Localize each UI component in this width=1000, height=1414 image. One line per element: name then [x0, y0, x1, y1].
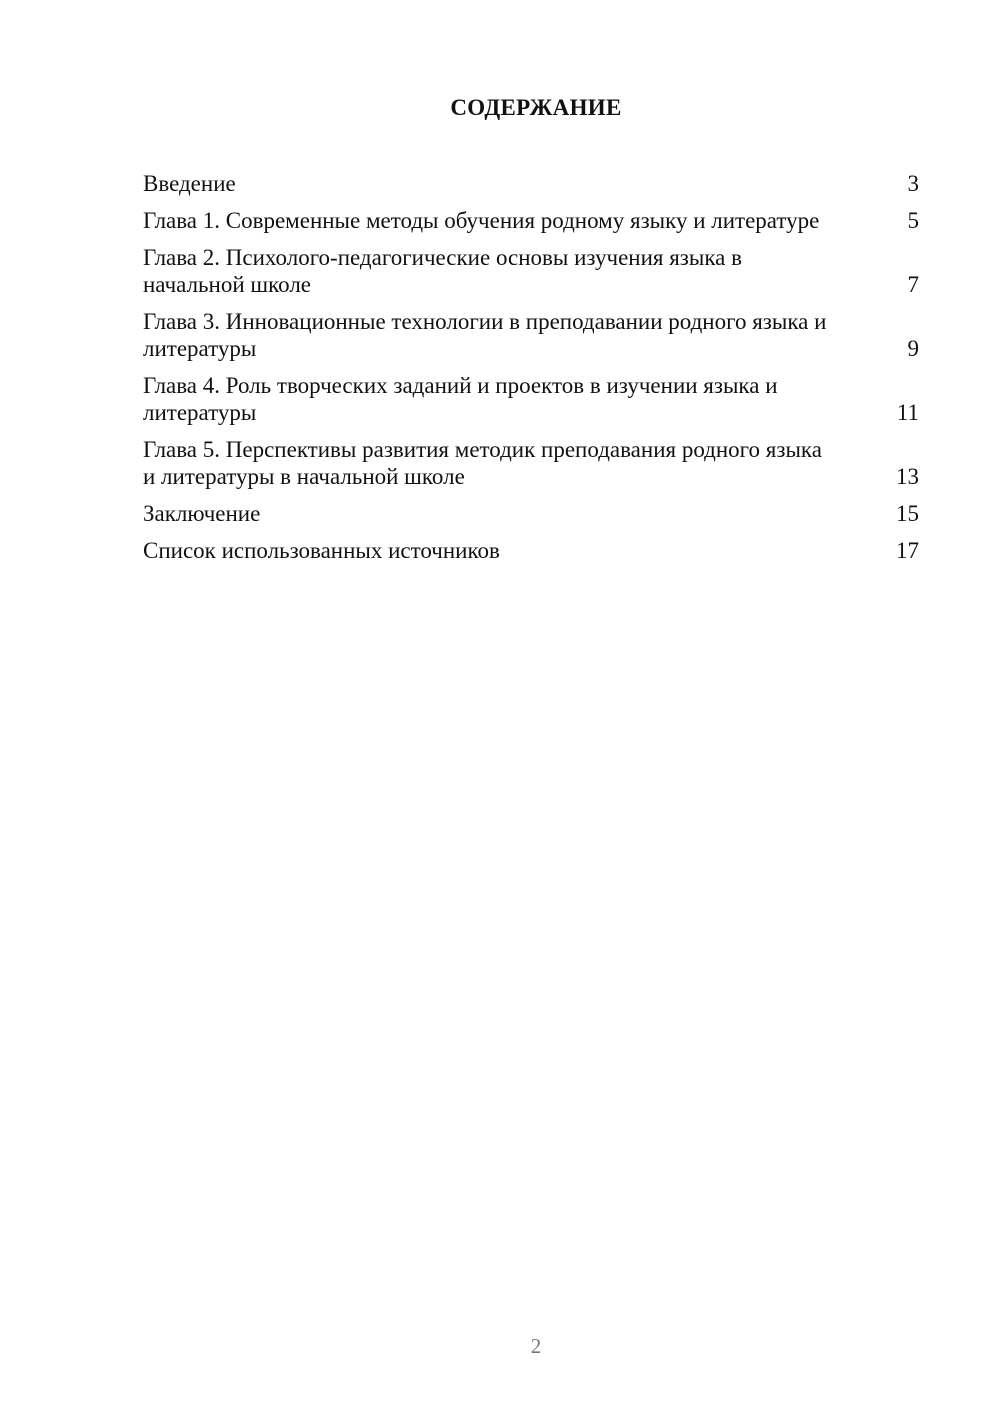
toc-entry-page: 13: [896, 464, 919, 489]
table-of-contents: [143, 170, 919, 574]
page-title: СОДЕРЖАНИЕ: [450, 95, 622, 120]
toc-entry-chapter-2[interactable]: [143, 244, 919, 298]
page-number: 2: [530, 1334, 542, 1358]
toc-entry-page: 3: [907, 171, 919, 196]
toc-entry-text: Список использованных источников: [143, 538, 500, 563]
toc-entry-chapter-3[interactable]: [143, 308, 919, 362]
toc-entry-text: Глава 5. Перспективы развития методик преподавания родного языка и литературы в начальной школе: [143, 437, 822, 489]
toc-entry-page: 9: [907, 336, 919, 361]
toc-entry-text: Глава 3. Инновационные технологии в преподавании родного языка и литературы: [143, 309, 827, 361]
toc-entry-page: 5: [907, 208, 919, 233]
toc-entry-page: 15: [896, 501, 919, 526]
toc-entry-chapter-5[interactable]: [143, 436, 919, 490]
toc-entry-page: 17: [896, 538, 919, 563]
toc-entry-conclusion[interactable]: [143, 500, 919, 527]
toc-entry-page: 11: [896, 400, 919, 425]
toc-entry-chapter-4[interactable]: [143, 372, 919, 426]
toc-entry-chapter-1[interactable]: [143, 207, 919, 234]
toc-entry-references[interactable]: [143, 537, 919, 564]
toc-entry-text: Глава 2. Психолого-педагогические основы изучения языка в начальной школе: [143, 245, 742, 297]
toc-entry-text: Введение: [143, 171, 236, 196]
toc-entry-text: Глава 1. Современные методы обучения родному языку и литературе: [143, 208, 820, 233]
toc-entry-text: Глава 4. Роль творческих заданий и проектов в изучении языка и литературы: [143, 373, 778, 425]
toc-entry-introduction[interactable]: [143, 170, 919, 197]
toc-entry-text: Заключение: [143, 501, 261, 526]
toc-entry-page: 7: [907, 272, 919, 297]
